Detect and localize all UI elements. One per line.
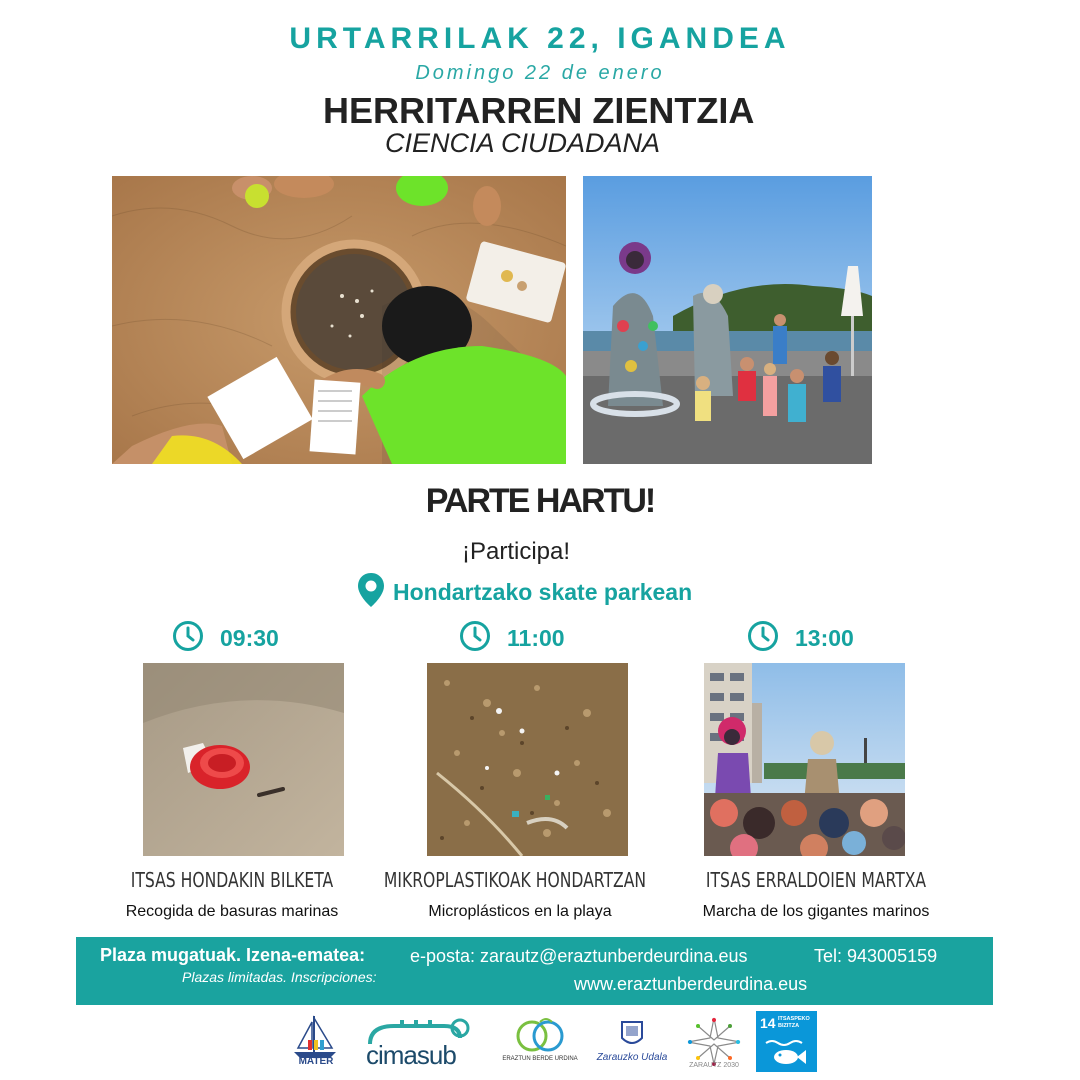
logo-cimasub <box>364 1016 474 1070</box>
activity-title-2: MIKROPLASTIKOAK HONDARTZAN <box>383 868 647 892</box>
logo-zarautz-text: Zarauzko Udala <box>596 1052 668 1063</box>
activity-title-1: ITSAS HONDAKIN BILKETA <box>130 868 334 892</box>
time-slot-2 <box>459 620 565 657</box>
contact-email[interactable]: e-posta: zarautz@eraztunberdeurdina.eus <box>410 946 748 966</box>
logo-zarautz-2030-text: ZARAUTZ 2030 <box>689 1062 739 1069</box>
date-basque: URTARRILAK 22, IGANDEA <box>289 22 791 55</box>
sdg-number: 14 <box>760 1015 776 1031</box>
location-text: Hondartzako skate parkean <box>393 579 693 605</box>
logo-zarautz-2030 <box>686 1016 742 1070</box>
time-slot-3 <box>747 620 854 657</box>
clock-icon <box>459 620 491 657</box>
registration-heading: Plaza mugatuak. Izena-ematea: <box>100 945 366 965</box>
sdg-title: ITSASPEKO BIZITZA <box>778 1016 810 1029</box>
photo-microplastics-on-sand <box>427 663 628 856</box>
date-spanish: Domingo 22 de enero <box>415 62 665 84</box>
clock-icon <box>747 620 779 657</box>
activity-subtitle-2: Microplásticos en la playa <box>428 903 612 920</box>
fish-icon <box>764 1035 810 1067</box>
registration-subheading: Plazas limitadas. Inscripciones: <box>182 969 377 985</box>
time-label: 11:00 <box>507 625 565 651</box>
photo-bottle-cap-in-sand <box>143 663 344 856</box>
logo-cimasub-text: cimasub <box>366 1040 456 1070</box>
title-basque: HERRITARREN ZIENTZIA <box>323 90 755 131</box>
activity-title-3: ITSAS ERRALDOIEN MARTXA <box>705 868 927 892</box>
logo-mater <box>290 1012 342 1070</box>
title-spanish: CIENCIA CIUDADANA <box>385 128 661 158</box>
logo-eraztun-berde-urdina <box>502 1016 578 1070</box>
contact-website[interactable]: www.eraztunberdeurdina.eus <box>574 974 808 994</box>
contact-banner <box>76 937 993 1005</box>
logo-mater-text: MATER <box>298 1056 334 1067</box>
time-label: 13:00 <box>795 625 854 651</box>
time-slot-1 <box>172 620 279 657</box>
time-label: 09:30 <box>220 625 279 651</box>
location-pin-icon <box>357 572 385 613</box>
activity-subtitle-3: Marcha de los gigantes marinos <box>702 903 930 920</box>
photo-giants-parade <box>704 663 905 856</box>
photo-giants-seafront <box>583 176 872 464</box>
photo-kids-sieving-sand <box>112 176 566 464</box>
clock-icon <box>172 620 204 657</box>
logo-eraztun-text: ERAZTUN BERDE URDINA <box>502 1056 578 1062</box>
call-to-action-title: PARTE HARTU! <box>425 482 655 520</box>
activity-subtitle-1: Recogida de basuras marinas <box>125 903 339 920</box>
call-to-action-subtitle: ¡Participa! <box>462 538 571 565</box>
logo-zarauzko-udala <box>592 1018 672 1068</box>
location <box>357 572 692 613</box>
logo-sdg-14 <box>756 1011 817 1072</box>
contact-phone[interactable]: Tel: 943005159 <box>814 946 938 966</box>
